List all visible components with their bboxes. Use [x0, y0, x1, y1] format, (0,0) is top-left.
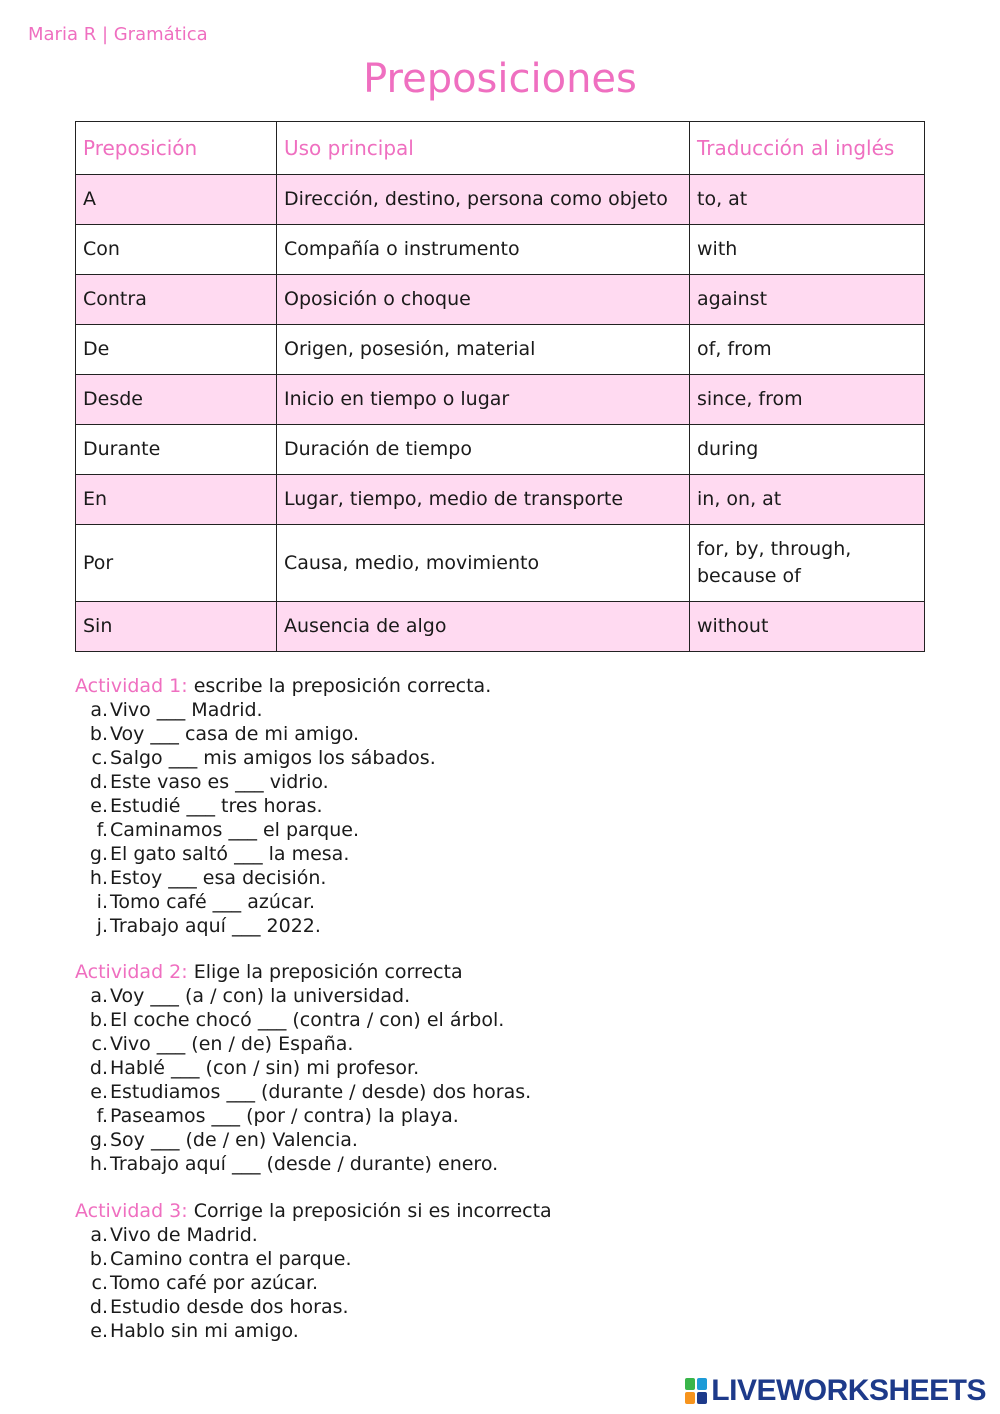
- item-marker: e.: [90, 1081, 108, 1103]
- table-row: [76, 425, 925, 475]
- item-marker: g.: [89, 843, 108, 865]
- exercise-item: [75, 1271, 552, 1295]
- item-text: Vivo ___ (en / de) España.: [110, 1033, 354, 1055]
- item-marker: f.: [96, 819, 108, 841]
- item-text: Estudié ___ tres horas.: [110, 795, 323, 817]
- item-text: Estudio desde dos horas.: [110, 1296, 349, 1318]
- exercise-item: [75, 1128, 531, 1152]
- activity-3: [75, 1199, 552, 1343]
- cell-preposition: Sin: [76, 602, 277, 652]
- cell-main-use: Ausencia de algo: [277, 602, 690, 652]
- activity-1: [75, 674, 491, 938]
- item-marker: g.: [89, 1129, 108, 1151]
- item-text: Voy ___ casa de mi amigo.: [110, 723, 360, 745]
- activity-label: Actividad 2:: [75, 961, 188, 983]
- table-row: [76, 375, 925, 425]
- item-text: El coche chocó ___ (contra / con) el árbol.: [110, 1009, 505, 1031]
- cell-preposition: Contra: [76, 275, 277, 325]
- item-text: Hablo sin mi amigo.: [110, 1320, 299, 1342]
- cell-preposition: A: [76, 175, 277, 225]
- item-text: Salgo ___ mis amigos los sábados.: [110, 747, 436, 769]
- exercise-item: [75, 1152, 531, 1176]
- exercise-item: [75, 1080, 531, 1104]
- cell-main-use: Oposición o choque: [277, 275, 690, 325]
- item-text: Estudiamos ___ (durante / desde) dos horas.: [110, 1081, 532, 1103]
- cell-main-use: Dirección, destino, persona como objeto: [277, 175, 690, 225]
- item-text: Tomo café ___ azúcar.: [110, 891, 316, 913]
- exercise-list: [75, 984, 531, 1176]
- cell-preposition: Desde: [76, 375, 277, 425]
- item-text: Tomo café por azúcar.: [110, 1272, 319, 1294]
- page-title: Preposiciones: [363, 56, 637, 102]
- activity-heading: [75, 960, 531, 984]
- item-text: Soy ___ (de / en) Valencia.: [110, 1129, 358, 1151]
- cell-translation: in, on, at: [690, 475, 925, 525]
- cell-main-use: Causa, medio, movimiento: [277, 525, 690, 602]
- exercise-item: [75, 984, 531, 1008]
- cell-preposition: Durante: [76, 425, 277, 475]
- item-marker: h.: [89, 867, 108, 889]
- item-text: Voy ___ (a / con) la universidad.: [110, 985, 411, 1007]
- item-text: Trabajo aquí ___ 2022.: [110, 915, 321, 937]
- item-marker: b.: [89, 1248, 108, 1270]
- cell-preposition: De: [76, 325, 277, 375]
- cell-preposition: En: [76, 475, 277, 525]
- activity-2: [75, 960, 531, 1176]
- table-row: [76, 175, 925, 225]
- exercise-item: [75, 866, 491, 890]
- item-marker: c.: [91, 1272, 108, 1294]
- exercise-item: [75, 1008, 531, 1032]
- table-row: [76, 475, 925, 525]
- activity-instruction: Elige la preposición correcta: [193, 961, 463, 983]
- exercise-item: [75, 1104, 531, 1128]
- table-row: [76, 275, 925, 325]
- cell-preposition: Por: [76, 525, 277, 602]
- exercise-item: [75, 794, 491, 818]
- brand-name: LIVEWORKSHEETS: [711, 1374, 986, 1407]
- item-text: Paseamos ___ (por / contra) la playa.: [110, 1105, 459, 1127]
- item-text: Trabajo aquí ___ (desde / durante) enero.: [110, 1153, 499, 1175]
- exercise-list: [75, 698, 491, 938]
- cell-main-use: Inicio en tiempo o lugar: [277, 375, 690, 425]
- liveworksheets-logo-icon: [685, 1378, 707, 1404]
- item-marker: a.: [90, 699, 108, 721]
- exercise-item: [75, 746, 491, 770]
- item-marker: c.: [91, 747, 108, 769]
- item-text: Este vaso es ___ vidrio.: [110, 771, 329, 793]
- cell-main-use: Origen, posesión, material: [277, 325, 690, 375]
- exercise-item: [75, 1223, 552, 1247]
- author-header: Maria R | Gramática: [28, 24, 208, 45]
- exercise-item: [75, 1319, 552, 1343]
- item-marker: a.: [90, 1224, 108, 1246]
- item-marker: b.: [89, 723, 108, 745]
- exercise-item: [75, 890, 491, 914]
- activity-instruction: escribe la preposición correcta.: [193, 675, 492, 697]
- item-text: Hablé ___ (con / sin) mi profesor.: [110, 1057, 420, 1079]
- cell-preposition: Con: [76, 225, 277, 275]
- item-marker: d.: [89, 1296, 108, 1318]
- cell-translation: during: [690, 425, 925, 475]
- item-text: Camino contra el parque.: [110, 1248, 352, 1270]
- cell-main-use: Duración de tiempo: [277, 425, 690, 475]
- activity-label: Actividad 1:: [75, 675, 188, 697]
- cell-main-use: Lugar, tiempo, medio de transporte: [277, 475, 690, 525]
- cell-translation: since, from: [690, 375, 925, 425]
- exercise-list: [75, 1223, 552, 1343]
- prepositions-table: [75, 121, 925, 652]
- exercise-item: [75, 1056, 531, 1080]
- column-header-main-use: Uso principal: [277, 122, 690, 175]
- activity-heading: [75, 1199, 552, 1223]
- table-row: [76, 525, 925, 602]
- item-marker: j.: [96, 915, 108, 937]
- item-text: Caminamos ___ el parque.: [110, 819, 360, 841]
- item-marker: d.: [89, 771, 108, 793]
- cell-main-use: Compañía o instrumento: [277, 225, 690, 275]
- item-marker: h.: [89, 1153, 108, 1175]
- item-marker: f.: [96, 1105, 108, 1127]
- exercise-item: [75, 914, 491, 938]
- item-marker: b.: [89, 1009, 108, 1031]
- item-marker: c.: [91, 1033, 108, 1055]
- cell-translation: with: [690, 225, 925, 275]
- item-text: Vivo de Madrid.: [110, 1224, 258, 1246]
- column-header-preposition: Preposición: [76, 122, 277, 175]
- exercise-item: [75, 770, 491, 794]
- liveworksheets-brand[interactable]: [685, 1374, 986, 1408]
- item-text: El gato saltó ___ la mesa.: [110, 843, 350, 865]
- cell-translation: of, from: [690, 325, 925, 375]
- exercise-item: [75, 818, 491, 842]
- activity-instruction: Corrige la preposición si es incorrecta: [193, 1200, 552, 1222]
- exercise-item: [75, 1295, 552, 1319]
- cell-translation: without: [690, 602, 925, 652]
- table-row: [76, 602, 925, 652]
- activity-heading: [75, 674, 491, 698]
- item-marker: a.: [90, 985, 108, 1007]
- cell-translation: against: [690, 275, 925, 325]
- exercise-item: [75, 722, 491, 746]
- table-row: [76, 325, 925, 375]
- table-header-row: [76, 122, 925, 175]
- item-marker: d.: [89, 1057, 108, 1079]
- exercise-item: [75, 1032, 531, 1056]
- item-text: Vivo ___ Madrid.: [110, 699, 263, 721]
- item-marker: e.: [90, 795, 108, 817]
- item-marker: e.: [90, 1320, 108, 1342]
- item-marker: i.: [96, 891, 108, 913]
- exercise-item: [75, 1247, 552, 1271]
- exercise-item: [75, 842, 491, 866]
- item-text: Estoy ___ esa decisión.: [110, 867, 327, 889]
- cell-translation: to, at: [690, 175, 925, 225]
- column-header-translation: Traducción al inglés: [690, 122, 925, 175]
- activity-label: Actividad 3:: [75, 1200, 188, 1222]
- table-row: [76, 225, 925, 275]
- exercise-item: [75, 698, 491, 722]
- cell-translation: for, by, through, because of: [690, 525, 925, 602]
